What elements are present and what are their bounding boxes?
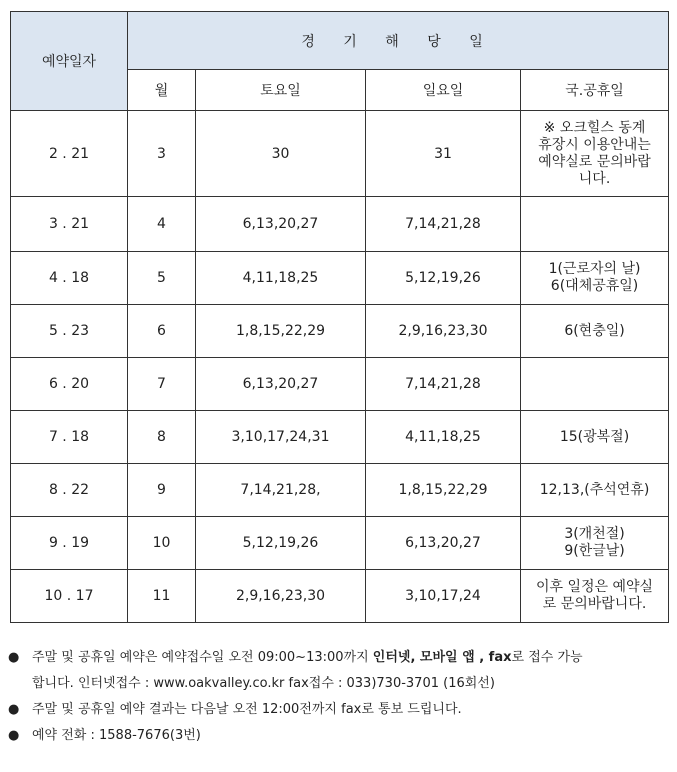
table-row (11, 464, 669, 517)
reservation-date-cell: 2 . 21 (11, 111, 128, 197)
saturday-cell: 30 (196, 111, 366, 197)
table-row (11, 411, 669, 464)
month-cell: 10 (128, 517, 196, 570)
bullet-icon: ● (8, 728, 20, 743)
holiday-cell (521, 358, 669, 411)
saturday-cell: 4,11,18,25 (196, 252, 366, 305)
holiday-cell: ※ 오크힐스 동계 휴장시 이용안내는 예약실로 문의바랍 니다. (521, 111, 669, 197)
holiday-cell: 1(근로자의 날) 6(대체공휴일) (521, 252, 669, 305)
saturday-cell: 6,13,20,27 (196, 197, 366, 252)
holiday-header: 국.공휴일 (521, 70, 669, 111)
table-row (11, 111, 669, 197)
holiday-cell: 12,13,(추석연휴) (521, 464, 669, 517)
sunday-cell: 7,14,21,28 (366, 358, 521, 411)
sunday-cell: 31 (366, 111, 521, 197)
month-cell: 8 (128, 411, 196, 464)
note-text: 주말 및 공휴일 예약은 예약접수일 오전 09:00~13:00까지 (32, 650, 373, 665)
bullet-icon: ● (8, 650, 20, 665)
sunday-cell: 4,11,18,25 (366, 411, 521, 464)
note-bold-channels: 인터넷, 모바일 앱 , fax (372, 650, 512, 665)
note-reservation-hours (8, 645, 673, 697)
holiday-cell: 3(개천절) 9(한글날) (521, 517, 669, 570)
sunday-cell: 6,13,20,27 (366, 517, 521, 570)
sunday-cell: 1,8,15,22,29 (366, 464, 521, 517)
reservation-date-cell: 4 . 18 (11, 252, 128, 305)
month-cell: 9 (128, 464, 196, 517)
month-cell: 11 (128, 570, 196, 623)
note-result-notice (8, 697, 673, 723)
note-phone (8, 723, 673, 749)
note-text: 예약 전화 : 1588-7676(3번) (32, 728, 201, 743)
sunday-cell: 3,10,17,24 (366, 570, 521, 623)
reservation-date-cell: 10 . 17 (11, 570, 128, 623)
holiday-cell: 이후 일정은 예약실 로 문의바랍니다. (521, 570, 669, 623)
reservation-date-cell: 7 . 18 (11, 411, 128, 464)
bullet-icon: ● (8, 702, 20, 717)
reservation-date-cell: 9 . 19 (11, 517, 128, 570)
reservation-notes (8, 645, 673, 749)
table-row (11, 252, 669, 305)
sunday-header: 일요일 (366, 70, 521, 111)
reservation-date-cell: 3 . 21 (11, 197, 128, 252)
match-days-header: 경 기 해 당 일 (128, 12, 669, 70)
reservation-date-header: 예약일자 (11, 12, 128, 111)
note-text: 주말 및 공휴일 예약 결과는 다음날 오전 12:00전까지 fax로 통보 드립니다. (32, 702, 462, 717)
table-row (11, 305, 669, 358)
holiday-cell: 15(광복절) (521, 411, 669, 464)
table-row (11, 570, 669, 623)
table-row (11, 197, 669, 252)
saturday-cell: 5,12,19,26 (196, 517, 366, 570)
saturday-cell: 3,10,17,24,31 (196, 411, 366, 464)
table-row (11, 517, 669, 570)
holiday-cell: 6(현충일) (521, 305, 669, 358)
saturday-cell: 1,8,15,22,29 (196, 305, 366, 358)
month-cell: 7 (128, 358, 196, 411)
reservation-date-cell: 5 . 23 (11, 305, 128, 358)
sunday-cell: 2,9,16,23,30 (366, 305, 521, 358)
saturday-cell: 6,13,20,27 (196, 358, 366, 411)
note-text: 로 접수 가능 (511, 650, 583, 665)
sunday-cell: 5,12,19,26 (366, 252, 521, 305)
saturday-cell: 7,14,21,28, (196, 464, 366, 517)
month-cell: 5 (128, 252, 196, 305)
month-cell: 6 (128, 305, 196, 358)
reservation-date-cell: 8 . 22 (11, 464, 128, 517)
table-row (11, 358, 669, 411)
month-cell: 4 (128, 197, 196, 252)
saturday-header: 토요일 (196, 70, 366, 111)
holiday-cell (521, 197, 669, 252)
note-contact-line: 합니다. 인터넷접수 : www.oakvalley.co.kr fax접수 : 033)730-3701 (16회선) (32, 676, 495, 691)
sunday-cell: 7,14,21,28 (366, 197, 521, 252)
month-cell: 3 (128, 111, 196, 197)
reservation-schedule-table (10, 11, 669, 623)
month-header: 월 (128, 70, 196, 111)
reservation-date-cell: 6 . 20 (11, 358, 128, 411)
saturday-cell: 2,9,16,23,30 (196, 570, 366, 623)
